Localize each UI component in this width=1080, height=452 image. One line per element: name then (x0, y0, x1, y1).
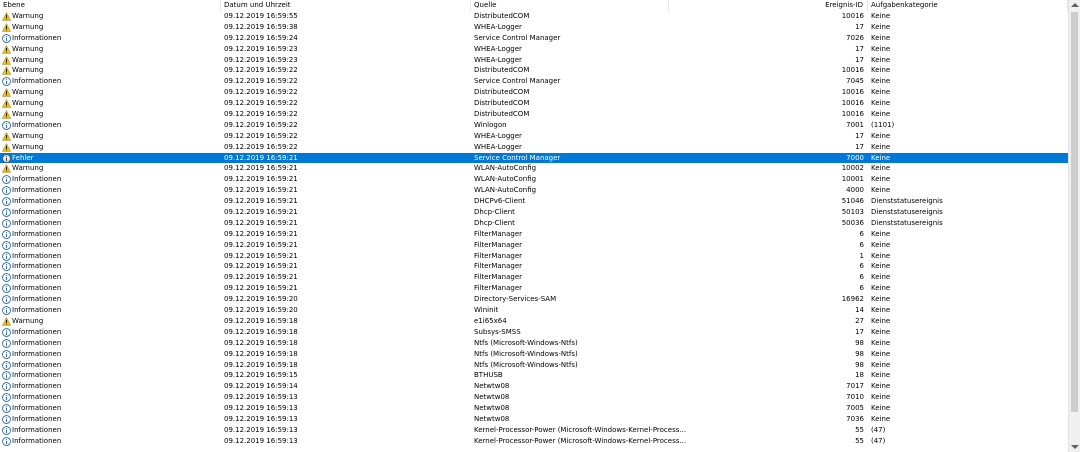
cell-category: Keine (871, 153, 891, 162)
column-header (0, 0, 1068, 11)
cell-level: Informationen (12, 77, 62, 86)
cell-source: DHCPv6-Client (474, 197, 526, 206)
cell-datetime: 09.12.2019 16:59:21 (224, 284, 298, 293)
cell-datetime: 09.12.2019 16:59:21 (224, 197, 298, 206)
info-icon (2, 175, 11, 184)
cell-level: Warnung (12, 316, 44, 325)
info-icon (2, 219, 11, 228)
cell-datetime: 09.12.2019 16:59:21 (224, 229, 298, 238)
cell-source: FilterManager (474, 273, 523, 282)
info-icon (2, 350, 11, 359)
cell-level: Informationen (12, 251, 62, 260)
cell-datetime: 09.12.2019 16:59:38 (224, 22, 298, 31)
cell-category: Keine (871, 88, 891, 97)
cell-category: Keine (871, 414, 891, 423)
cell-datetime: 09.12.2019 16:59:22 (224, 131, 298, 140)
cell-event-id: 1 (859, 251, 864, 260)
cell-level: Warnung (12, 99, 44, 108)
cell-event-id: 4000 (846, 186, 864, 195)
vertical-scrollbar[interactable] (1068, 0, 1080, 452)
warning-icon (2, 12, 11, 21)
table-row[interactable] (0, 392, 1068, 403)
cell-datetime: 09.12.2019 16:59:13 (224, 393, 298, 402)
table-row[interactable] (0, 381, 1068, 392)
cell-datetime: 09.12.2019 16:59:22 (224, 66, 298, 75)
cell-level: Informationen (12, 240, 62, 249)
info-icon (2, 415, 11, 424)
cell-source: BTHUSB (474, 371, 503, 380)
cell-event-id: 6 (859, 229, 864, 238)
cell-datetime: 09.12.2019 16:59:21 (224, 240, 298, 249)
cell-event-id: 6 (859, 240, 864, 249)
cell-event-id: 17 (855, 22, 864, 31)
column-header-event-id[interactable] (669, 0, 868, 11)
cell-datetime: 09.12.2019 16:59:22 (224, 77, 298, 86)
cell-level: Informationen (12, 371, 62, 380)
info-icon (2, 121, 11, 130)
cell-datetime: 09.12.2019 16:59:13 (224, 436, 298, 445)
cell-level: Informationen (12, 186, 62, 195)
cell-event-id: 7005 (846, 404, 864, 413)
cell-source: WHEA-Logger (474, 55, 522, 64)
cell-datetime: 09.12.2019 16:59:22 (224, 120, 298, 129)
column-header-event-id-label: Ereignis-ID (825, 1, 863, 9)
table-row[interactable] (0, 327, 1068, 338)
cell-level: Informationen (12, 338, 62, 347)
cell-datetime: 09.12.2019 16:59:13 (224, 414, 298, 423)
cell-level: Warnung (12, 55, 44, 64)
cell-event-id: 7017 (846, 382, 864, 391)
cell-level: Informationen (12, 393, 62, 402)
info-icon (2, 371, 11, 380)
cell-category: Keine (871, 164, 891, 173)
info-icon (2, 230, 11, 239)
cell-datetime: 09.12.2019 16:59:24 (224, 33, 298, 42)
scroll-thumb[interactable] (1071, 12, 1078, 412)
warning-icon (2, 23, 11, 32)
warning-icon (2, 143, 11, 152)
cell-level: Warnung (12, 66, 44, 75)
info-icon (2, 361, 11, 370)
cell-category: (47) (871, 425, 886, 434)
cell-category: Keine (871, 240, 891, 249)
info-icon (2, 426, 11, 435)
cell-category: Keine (871, 404, 891, 413)
cell-event-id: 7010 (846, 393, 864, 402)
cell-source: Winlogon (474, 120, 507, 129)
table-row[interactable] (0, 272, 1068, 283)
scroll-up-arrow-icon[interactable] (1071, 3, 1079, 7)
cell-datetime: 09.12.2019 16:59:22 (224, 99, 298, 108)
table-row[interactable] (0, 196, 1068, 207)
cell-category: Keine (871, 327, 891, 336)
cell-event-id: 55 (855, 436, 864, 445)
info-icon (2, 404, 11, 413)
table-row[interactable] (0, 316, 1068, 327)
column-header-category[interactable] (868, 0, 1068, 11)
error-icon (2, 154, 11, 163)
table-row[interactable] (0, 207, 1068, 218)
table-row[interactable] (0, 403, 1068, 414)
table-row[interactable] (0, 425, 1068, 436)
cell-category: Keine (871, 251, 891, 260)
cell-event-id: 7045 (846, 77, 864, 86)
cell-level: Informationen (12, 33, 62, 42)
cell-event-id: 16962 (841, 295, 864, 304)
cell-level: Warnung (12, 88, 44, 97)
cell-source: WHEA-Logger (474, 131, 522, 140)
cell-event-id: 6 (859, 284, 864, 293)
cell-source: Service Control Manager (474, 33, 561, 42)
cell-event-id: 17 (855, 131, 864, 140)
column-header-category-label: Aufgabenkategorie (871, 1, 938, 9)
cell-source: FilterManager (474, 262, 523, 271)
cell-level: Fehler (12, 153, 34, 162)
event-rows (0, 11, 1068, 447)
cell-source: Kernel-Processor-Power (Microsoft-Windows-Kernel-Process... (474, 436, 687, 445)
cell-category: Keine (871, 316, 891, 325)
cell-event-id: 10002 (841, 164, 864, 173)
cell-level: Informationen (12, 229, 62, 238)
cell-source: FilterManager (474, 251, 523, 260)
cell-category: Keine (871, 44, 891, 53)
cell-source: WHEA-Logger (474, 142, 522, 151)
warning-icon (2, 132, 11, 141)
cell-datetime: 09.12.2019 16:59:15 (224, 371, 298, 380)
cell-event-id: 55 (855, 425, 864, 434)
column-header-datetime-label: Datum und Uhrzeit (224, 1, 291, 9)
cell-source: Service Control Manager (474, 77, 561, 86)
cell-category: (47) (871, 436, 886, 445)
info-icon (2, 262, 11, 271)
cell-category: Keine (871, 284, 891, 293)
table-row[interactable] (0, 251, 1068, 262)
cell-level: Informationen (12, 175, 62, 184)
cell-event-id: 7001 (846, 120, 864, 129)
table-row[interactable] (0, 22, 1068, 33)
cell-source: DistributedCOM (474, 66, 530, 75)
cell-level: Informationen (12, 284, 62, 293)
cell-event-id: 98 (855, 338, 864, 347)
cell-level: Warnung (12, 142, 44, 151)
cell-datetime: 09.12.2019 16:59:18 (224, 316, 298, 325)
cell-category: Keine (871, 142, 891, 151)
info-icon (2, 186, 11, 195)
cell-datetime: 09.12.2019 16:59:22 (224, 88, 298, 97)
column-header-source-label: Quelle (474, 1, 497, 9)
cell-source: WLAN-AutoConfig (474, 164, 537, 173)
cell-event-id: 7036 (846, 414, 864, 423)
cell-source: Subsys-SMSS (474, 327, 521, 336)
cell-event-id: 17 (855, 44, 864, 53)
cell-category: Keine (871, 110, 891, 119)
column-header-level-label: Ebene (3, 1, 25, 9)
cell-datetime: 09.12.2019 16:59:21 (224, 153, 298, 162)
cell-source: WLAN-AutoConfig (474, 175, 537, 184)
cell-datetime: 09.12.2019 16:59:55 (224, 12, 298, 20)
cell-event-id: 14 (855, 306, 864, 315)
cell-source: Dhcp-Client (474, 208, 515, 217)
cell-level: Informationen (12, 295, 62, 304)
cell-level: Warnung (12, 164, 44, 173)
warning-icon (2, 317, 11, 326)
cell-event-id: 98 (855, 360, 864, 369)
warning-icon (2, 45, 11, 54)
cell-level: Informationen (12, 218, 62, 227)
cell-level: Informationen (12, 414, 62, 423)
cell-source: Netwtw08 (474, 404, 510, 413)
cell-datetime: 09.12.2019 16:59:23 (224, 55, 298, 64)
cell-source: FilterManager (474, 240, 523, 249)
cell-event-id: 27 (855, 316, 864, 325)
table-row[interactable] (0, 87, 1068, 98)
cell-datetime: 09.12.2019 16:59:20 (224, 306, 298, 315)
info-icon (2, 208, 11, 217)
cell-category: Keine (871, 99, 891, 108)
info-icon (2, 437, 11, 446)
cell-datetime: 09.12.2019 16:59:18 (224, 360, 298, 369)
info-icon (2, 197, 11, 206)
cell-event-id: 18 (855, 371, 864, 380)
cell-category: Keine (871, 229, 891, 238)
cell-datetime: 09.12.2019 16:59:13 (224, 425, 298, 434)
table-row[interactable] (0, 338, 1068, 349)
table-row[interactable] (0, 76, 1068, 87)
table-row[interactable] (0, 218, 1068, 229)
cell-event-id: 10016 (841, 88, 864, 97)
cell-level: Warnung (12, 12, 44, 20)
scroll-down-arrow-icon[interactable] (1071, 445, 1079, 449)
cell-level: Informationen (12, 360, 62, 369)
table-row[interactable] (0, 436, 1068, 447)
table-row[interactable] (0, 109, 1068, 120)
cell-category: Dienststatusereignis (871, 218, 943, 227)
cell-level: Informationen (12, 382, 62, 391)
cell-source: DistributedCOM (474, 88, 530, 97)
table-row[interactable] (0, 174, 1068, 185)
cell-level: Informationen (12, 436, 62, 445)
cell-source: Netwtw08 (474, 393, 510, 402)
cell-source: WHEA-Logger (474, 44, 522, 53)
table-row[interactable] (0, 229, 1068, 240)
table-row[interactable] (0, 55, 1068, 66)
info-icon (2, 295, 11, 304)
table-row[interactable] (0, 44, 1068, 55)
cell-category: (1101) (871, 120, 895, 129)
info-icon (2, 241, 11, 250)
cell-source: Dhcp-Client (474, 218, 515, 227)
cell-datetime: 09.12.2019 16:59:22 (224, 110, 298, 119)
table-row[interactable] (0, 33, 1068, 44)
info-icon (2, 328, 11, 337)
cell-category: Keine (871, 306, 891, 315)
cell-level: Informationen (12, 327, 62, 336)
table-row[interactable] (0, 305, 1068, 316)
info-icon (2, 339, 11, 348)
table-row[interactable] (0, 349, 1068, 360)
cell-datetime: 09.12.2019 16:59:21 (224, 251, 298, 260)
cell-event-id: 10016 (841, 110, 864, 119)
cell-datetime: 09.12.2019 16:59:21 (224, 186, 298, 195)
cell-event-id: 17 (855, 327, 864, 336)
cell-category: Dienststatusereignis (871, 197, 943, 206)
column-header-datetime[interactable] (221, 0, 471, 11)
cell-event-id: 7026 (846, 33, 864, 42)
cell-level: Informationen (12, 273, 62, 282)
table-row[interactable] (0, 261, 1068, 272)
cell-level: Informationen (12, 425, 62, 434)
cell-category: Keine (871, 175, 891, 184)
column-header-level[interactable] (0, 0, 221, 11)
cell-category: Keine (871, 22, 891, 31)
info-icon (2, 284, 11, 293)
cell-category: Keine (871, 338, 891, 347)
cell-level: Warnung (12, 44, 44, 53)
cell-category: Keine (871, 186, 891, 195)
warning-icon (2, 56, 11, 65)
cell-source: Kernel-Processor-Power (Microsoft-Windows-Kernel-Process... (474, 425, 687, 434)
info-icon (2, 77, 11, 86)
cell-datetime: 09.12.2019 16:59:21 (224, 273, 298, 282)
cell-event-id: 10016 (841, 12, 864, 20)
cell-datetime: 09.12.2019 16:59:14 (224, 382, 298, 391)
cell-event-id: 6 (859, 273, 864, 282)
cell-category: Keine (871, 66, 891, 75)
table-row[interactable] (0, 360, 1068, 371)
table-row[interactable] (0, 131, 1068, 142)
table-row[interactable] (0, 65, 1068, 76)
info-icon (2, 382, 11, 391)
cell-category: Keine (871, 131, 891, 140)
cell-category: Keine (871, 371, 891, 380)
cell-source: DistributedCOM (474, 99, 530, 108)
cell-category: Keine (871, 360, 891, 369)
cell-datetime: 09.12.2019 16:59:13 (224, 404, 298, 413)
cell-category: Keine (871, 12, 891, 20)
cell-category: Keine (871, 33, 891, 42)
cell-level: Warnung (12, 131, 44, 140)
cell-level: Informationen (12, 349, 62, 358)
table-row[interactable] (0, 98, 1068, 109)
cell-event-id: 10001 (841, 175, 864, 184)
cell-level: Informationen (12, 306, 62, 315)
cell-level: Informationen (12, 208, 62, 217)
cell-event-id: 50103 (841, 208, 864, 217)
cell-source: Netwtw08 (474, 414, 510, 423)
info-icon (2, 273, 11, 282)
cell-source: Ntfs (Microsoft-Windows-Ntfs) (474, 338, 578, 347)
cell-category: Keine (871, 382, 891, 391)
column-header-source[interactable] (471, 0, 669, 11)
table-row[interactable] (0, 414, 1068, 425)
cell-datetime: 09.12.2019 16:59:21 (224, 175, 298, 184)
table-row[interactable] (0, 240, 1068, 251)
cell-datetime: 09.12.2019 16:59:22 (224, 142, 298, 151)
table-row[interactable] (0, 142, 1068, 153)
info-icon (2, 252, 11, 261)
cell-source: Ntfs (Microsoft-Windows-Ntfs) (474, 349, 578, 358)
table-row[interactable] (0, 185, 1068, 196)
table-row[interactable] (0, 120, 1068, 131)
warning-icon (2, 88, 11, 97)
cell-source: Wininit (474, 306, 499, 315)
cell-event-id: 98 (855, 349, 864, 358)
cell-source: e1i65x64 (474, 316, 507, 325)
table-row[interactable] (0, 11, 1068, 22)
cell-datetime: 09.12.2019 16:59:23 (224, 44, 298, 53)
cell-category: Keine (871, 273, 891, 282)
table-row[interactable] (0, 283, 1068, 294)
cell-level: Informationen (12, 262, 62, 271)
cell-source: FilterManager (474, 284, 523, 293)
cell-datetime: 09.12.2019 16:59:21 (224, 164, 298, 173)
cell-category: Keine (871, 295, 891, 304)
cell-category: Keine (871, 262, 891, 271)
cell-event-id: 51046 (841, 197, 864, 206)
cell-source: Directory-Services-SAM (474, 295, 557, 304)
cell-event-id: 7000 (846, 153, 864, 162)
table-row[interactable] (0, 294, 1068, 305)
cell-level: Warnung (12, 110, 44, 119)
cell-event-id: 17 (855, 55, 864, 64)
cell-level: Informationen (12, 404, 62, 413)
cell-datetime: 09.12.2019 16:59:21 (224, 218, 298, 227)
cell-datetime: 09.12.2019 16:59:20 (224, 295, 298, 304)
cell-category: Keine (871, 393, 891, 402)
cell-level: Informationen (12, 197, 62, 206)
cell-event-id: 10016 (841, 66, 864, 75)
cell-source: DistributedCOM (474, 110, 530, 119)
info-icon (2, 34, 11, 43)
info-icon (2, 393, 11, 402)
info-icon (2, 306, 11, 315)
cell-source: Ntfs (Microsoft-Windows-Ntfs) (474, 360, 578, 369)
warning-icon (2, 66, 11, 75)
cell-source: Service Control Manager (474, 153, 561, 162)
cell-level: Informationen (12, 120, 62, 129)
cell-category: Keine (871, 77, 891, 86)
cell-level: Warnung (12, 22, 44, 31)
warning-icon (2, 110, 11, 119)
cell-event-id: 17 (855, 142, 864, 151)
cell-source: WLAN-AutoConfig (474, 186, 537, 195)
table-row[interactable] (0, 163, 1068, 174)
cell-source: DistributedCOM (474, 12, 530, 20)
cell-category: Keine (871, 55, 891, 64)
cell-datetime: 09.12.2019 16:59:21 (224, 262, 298, 271)
cell-datetime: 09.12.2019 16:59:18 (224, 349, 298, 358)
cell-source: Netwtw08 (474, 382, 510, 391)
cell-datetime: 09.12.2019 16:59:18 (224, 327, 298, 336)
warning-icon (2, 99, 11, 108)
warning-icon (2, 164, 11, 173)
cell-event-id: 50036 (841, 218, 864, 227)
cell-datetime: 09.12.2019 16:59:21 (224, 208, 298, 217)
cell-event-id: 10016 (841, 99, 864, 108)
cell-source: WHEA-Logger (474, 22, 522, 31)
cell-category: Dienststatusereignis (871, 208, 943, 217)
cell-event-id: 6 (859, 262, 864, 271)
table-row[interactable] (0, 153, 1068, 164)
cell-source: FilterManager (474, 229, 523, 238)
cell-datetime: 09.12.2019 16:59:18 (224, 338, 298, 347)
cell-category: Keine (871, 349, 891, 358)
table-row[interactable] (0, 370, 1068, 381)
